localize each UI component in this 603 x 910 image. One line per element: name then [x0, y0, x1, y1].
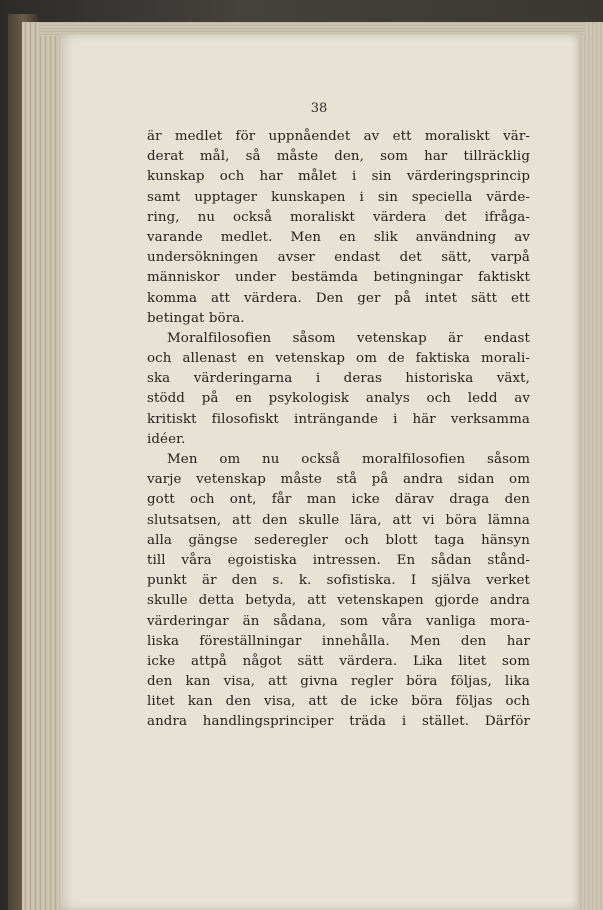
text-line: kunskap och har målet i sin värderingsprincip [147, 169, 530, 185]
text-line: Men om nu också moralfilosofien såsom [167, 452, 530, 467]
text-line: derat mål, så måste den, som har tillräcklig [147, 149, 530, 165]
text-line: komma att värdera. Den ger på intet sätt ett [147, 290, 530, 306]
text-line: andra handlingsprinciper träda i stället. Därför [147, 714, 530, 730]
text-line: och allenast en vetenskap om de faktiska morali- [147, 351, 530, 367]
text-line: litet kan den visa, att de icke böra följas och [147, 694, 530, 710]
text-line: alla gängse sederegler och blott taga hänsyn [147, 532, 530, 548]
text-line: ska värderingarna i deras historiska växt, [147, 371, 530, 387]
text-line: betingat böra. [147, 310, 245, 326]
text-line: samt upptager kunskapen i sin speciella värde- [147, 189, 530, 205]
text-line: varje vetenskap måste stå på andra sidan om [147, 472, 530, 488]
text-line: människor under bestämda betingningar faktiskt [147, 270, 530, 286]
text-line: kritiskt filosofiskt inträngande i här verksamma [147, 411, 530, 427]
text-line: Moralfilosofien såsom vetenskap är endast [167, 330, 530, 346]
page-number: 38 [310, 101, 328, 116]
text-line: är medlet för uppnåendet av ett moraliskt vär- [147, 129, 530, 144]
text-line: till våra egoistiska intressen. En sådan stånd- [147, 552, 530, 568]
text-line: gott och ont, får man icke därav draga den [147, 492, 530, 508]
text-line: punkt är den s. k. sofistiska. I själva verket [147, 573, 530, 589]
book-page [60, 34, 578, 910]
text-line: värderingar än sådana, som våra vanliga mora- [147, 613, 530, 629]
text-line: stödd på en psykologisk analys och ledd av [147, 391, 530, 407]
text-line: varande medlet. Men en slik användning av [147, 229, 530, 245]
text-line: liska föreställningar innehålla. Men den har [147, 633, 530, 649]
text-line: icke attpå något sätt värdera. Lika litet som [147, 653, 530, 669]
text-line: den kan visa, att givna regler böra följas, lika [147, 674, 530, 690]
text-line: ring, nu också moraliskt värdera det ifråga- [147, 209, 530, 225]
body-text [147, 127, 530, 733]
text-line: skulle detta betyda, att vetenskapen gjorde andra [147, 593, 530, 609]
text-line: idéer. [147, 431, 186, 447]
text-line: undersökningen avser endast det sätt, varpå [147, 250, 530, 266]
text-line: slutsatsen, att den skulle lära, att vi böra lämna [147, 512, 530, 528]
